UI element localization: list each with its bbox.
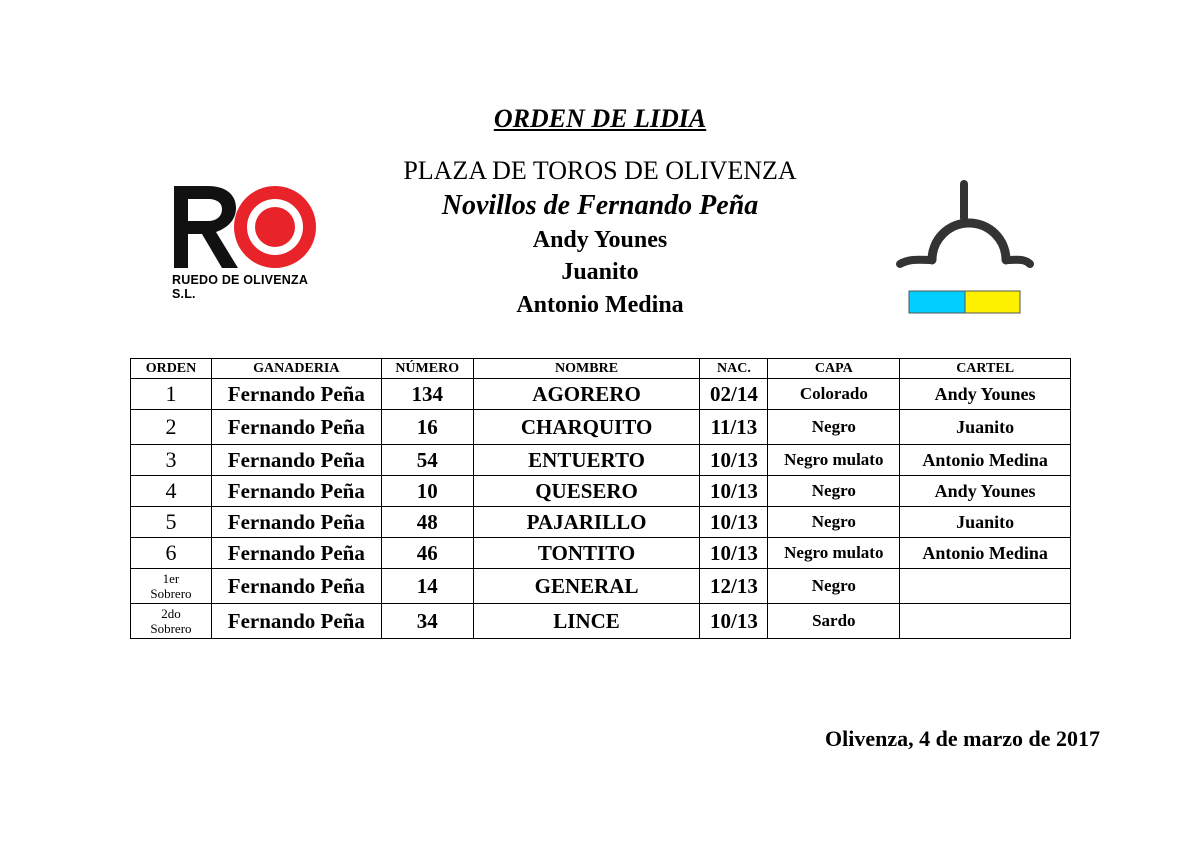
- cell-capa: Negro: [768, 569, 900, 604]
- cell-orden: 1: [131, 379, 212, 410]
- cell-orden: 4: [131, 476, 212, 507]
- header-nombre: NOMBRE: [473, 359, 700, 379]
- novillos-line: Novillos de Fernando Peña: [441, 190, 759, 221]
- cell-numero: 14: [381, 569, 473, 604]
- ganaderia-brand-logo: [892, 172, 1042, 322]
- cell-ganaderia: Fernando Peña: [211, 569, 381, 604]
- cell-nombre: LINCE: [473, 604, 700, 639]
- cell-nombre: GENERAL: [473, 569, 700, 604]
- cell-capa: Colorado: [768, 379, 900, 410]
- table-row: [131, 379, 1071, 410]
- table-row: [131, 507, 1071, 538]
- cell-numero: 46: [381, 538, 473, 569]
- cell-cartel: [900, 604, 1071, 639]
- cell-nac: 12/13: [700, 569, 768, 604]
- header-nac: NAC.: [700, 359, 768, 379]
- cell-orden: 3: [131, 445, 212, 476]
- cell-nac: 02/14: [700, 379, 768, 410]
- header-numero: NÚMERO: [381, 359, 473, 379]
- cell-numero: 16: [381, 410, 473, 445]
- cell-ganaderia: Fernando Peña: [211, 538, 381, 569]
- logo-caption: RUEDO DE OLIVENZA S.L.: [172, 273, 308, 301]
- cell-orden: [131, 569, 212, 604]
- orden-line-2: Sobrero: [150, 621, 192, 636]
- orden-line-2: Sobrero: [150, 586, 192, 601]
- cell-ganaderia: Fernando Peña: [211, 410, 381, 445]
- cell-ganaderia: Fernando Peña: [211, 507, 381, 538]
- brand-iron-icon: [892, 172, 1042, 322]
- cell-nac: 10/13: [700, 604, 768, 639]
- table-row: [131, 445, 1071, 476]
- cell-nac: 11/13: [700, 410, 768, 445]
- cell-orden: [131, 604, 212, 639]
- cell-numero: 10: [381, 476, 473, 507]
- table-row: [131, 476, 1071, 507]
- cell-orden: 6: [131, 538, 212, 569]
- cell-cartel: Andy Younes: [900, 379, 1071, 410]
- ro-logo-mark: [168, 180, 328, 275]
- cell-capa: Sardo: [768, 604, 900, 639]
- cell-cartel: [900, 569, 1071, 604]
- cell-capa: Negro mulato: [768, 445, 900, 476]
- cell-ganaderia: Fernando Peña: [211, 445, 381, 476]
- document-title: ORDEN DE LIDIA: [493, 104, 707, 133]
- cell-nac: 10/13: [700, 476, 768, 507]
- table-row: [131, 569, 1071, 604]
- cell-capa: Negro: [768, 410, 900, 445]
- cell-cartel: Andy Younes: [900, 476, 1071, 507]
- cell-numero: 134: [381, 379, 473, 410]
- cell-ganaderia: Fernando Peña: [211, 379, 381, 410]
- header-orden: ORDEN: [131, 359, 212, 379]
- venue-name: PLAZA DE TOROS DE OLIVENZA: [403, 156, 797, 185]
- cell-numero: 48: [381, 507, 473, 538]
- cell-cartel: Antonio Medina: [900, 445, 1071, 476]
- orden-line-1: 2do: [161, 606, 181, 621]
- table-row: [131, 604, 1071, 639]
- torero-2: Juanito: [561, 259, 639, 285]
- cell-capa: Negro: [768, 476, 900, 507]
- table-header-row: [131, 359, 1071, 379]
- cell-numero: 54: [381, 445, 473, 476]
- header-capa: CAPA: [768, 359, 900, 379]
- cell-capa: Negro: [768, 507, 900, 538]
- cell-nombre: PAJARILLO: [473, 507, 700, 538]
- cell-nac: 10/13: [700, 507, 768, 538]
- orden-lidia-table: [130, 358, 1071, 639]
- cell-nombre: QUESERO: [473, 476, 700, 507]
- ruedo-olivenza-logo: [168, 180, 328, 301]
- header-ganaderia: GANADERIA: [211, 359, 381, 379]
- cell-numero: 34: [381, 604, 473, 639]
- table-row: [131, 538, 1071, 569]
- orden-line-1: 1er: [162, 571, 180, 586]
- cell-nombre: AGORERO: [473, 379, 700, 410]
- cell-nac: 10/13: [700, 538, 768, 569]
- table-row: [131, 410, 1071, 445]
- cell-cartel: Juanito: [900, 410, 1071, 445]
- cell-cartel: Antonio Medina: [900, 538, 1071, 569]
- cell-capa: Negro mulato: [768, 538, 900, 569]
- document-date: Olivenza, 4 de marzo de 2017: [825, 726, 1100, 751]
- cell-nombre: ENTUERTO: [473, 445, 700, 476]
- cell-cartel: Juanito: [900, 507, 1071, 538]
- cell-orden: 5: [131, 507, 212, 538]
- cell-nombre: TONTITO: [473, 538, 700, 569]
- torero-1: Andy Younes: [532, 227, 668, 253]
- torero-3: Antonio Medina: [516, 292, 684, 318]
- cell-ganaderia: Fernando Peña: [211, 604, 381, 639]
- cell-nac: 10/13: [700, 445, 768, 476]
- cell-nombre: CHARQUITO: [473, 410, 700, 445]
- cell-orden: 2: [131, 410, 212, 445]
- cell-ganaderia: Fernando Peña: [211, 476, 381, 507]
- header-cartel: CARTEL: [900, 359, 1071, 379]
